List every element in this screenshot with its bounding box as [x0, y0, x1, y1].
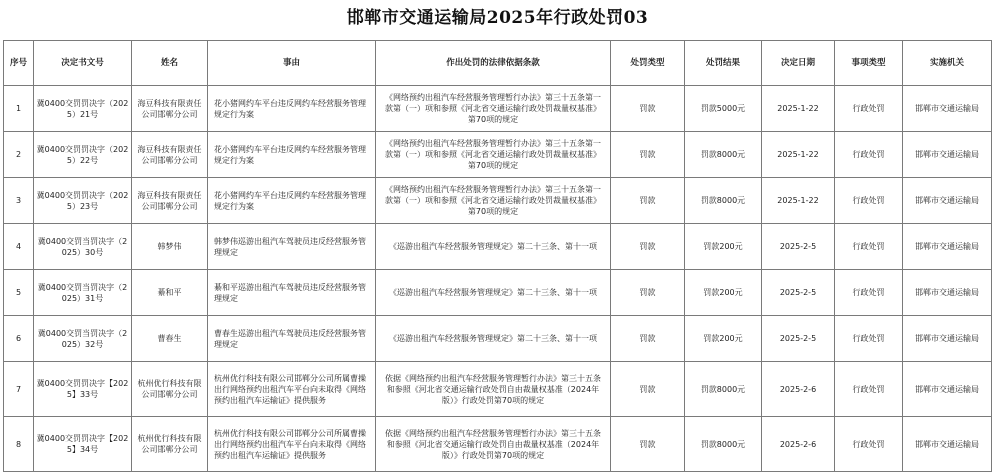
cell-category: 行政处罚 [835, 417, 903, 472]
cell-matter: 花小猪网约车平台违反网约车经营服务管理规定行为案 [208, 132, 376, 178]
cell-result: 罚款8000元 [685, 362, 762, 417]
cell-name: 綦和平 [132, 270, 208, 316]
table-row [4, 270, 992, 316]
column-header-basis: 作出处罚的法律依据条款 [376, 41, 611, 86]
cell-date: 2025-2-6 [762, 362, 835, 417]
cell-name: 杭州优行科技有限公司邯郸分公司 [132, 417, 208, 472]
table-row [4, 224, 992, 270]
cell-result: 罚款200元 [685, 270, 762, 316]
table-row [4, 86, 992, 132]
cell-type: 罚款 [611, 417, 685, 472]
cell-result: 罚款200元 [685, 224, 762, 270]
cell-basis: 《巡游出租汽车经营服务管理规定》第二十三条、第十一项 [376, 316, 611, 362]
page-title: 邯郸市交通运输局2025年行政处罚03 [346, 8, 649, 28]
column-header-agency: 实施机关 [903, 41, 992, 86]
column-header-type: 处罚类型 [611, 41, 685, 86]
cell-date: 2025-2-5 [762, 224, 835, 270]
cell-matter: 韩梦伟巡游出租汽车驾驶员违反经营服务管理规定 [208, 224, 376, 270]
column-header-date: 决定日期 [762, 41, 835, 86]
cell-date: 2025-1-22 [762, 86, 835, 132]
table-row [4, 178, 992, 224]
cell-date: 2025-2-5 [762, 316, 835, 362]
cell-category: 行政处罚 [835, 224, 903, 270]
cell-doc: 冀0400交罚当罚决字（2025）32号 [34, 316, 132, 362]
cell-category: 行政处罚 [835, 316, 903, 362]
column-header-no: 序号 [4, 41, 34, 86]
cell-name: 海豆科技有限责任公司邯郸分公司 [132, 86, 208, 132]
cell-basis: 《巡游出租汽车经营服务管理规定》第二十三条、第十一项 [376, 224, 611, 270]
cell-basis: 依据《网络预约出租汽车经营服务管理暂行办法》第三十五条和参照《河北省交通运输行政处罚自由裁量权基准（2024年版）》行政处罚第70项的规定 [376, 362, 611, 417]
cell-no: 3 [4, 178, 34, 224]
cell-type: 罚款 [611, 270, 685, 316]
cell-type: 罚款 [611, 86, 685, 132]
cell-agency: 邯郸市交通运输局 [903, 86, 992, 132]
cell-result: 罚款8000元 [685, 132, 762, 178]
cell-doc: 冀0400交罚罚决字【2025】33号 [34, 362, 132, 417]
cell-type: 罚款 [611, 224, 685, 270]
cell-agency: 邯郸市交通运输局 [903, 178, 992, 224]
cell-doc: 冀0400交罚罚决字【2025】34号 [34, 417, 132, 472]
column-header-doc: 决定书文号 [34, 41, 132, 86]
column-header-result: 处罚结果 [685, 41, 762, 86]
table-row [4, 417, 992, 472]
cell-result: 罚款5000元 [685, 86, 762, 132]
cell-doc: 冀0400交罚罚决字（2025）23号 [34, 178, 132, 224]
table-row [4, 362, 992, 417]
cell-no: 8 [4, 417, 34, 472]
cell-category: 行政处罚 [835, 178, 903, 224]
cell-result: 罚款8000元 [685, 178, 762, 224]
cell-type: 罚款 [611, 316, 685, 362]
cell-basis: 《网络预约出租汽车经营服务管理暂行办法》第三十五条第一款第（一）项和参照《河北省交通运输行政处罚裁量权基准》第70项的规定 [376, 86, 611, 132]
column-header-category: 事项类型 [835, 41, 903, 86]
cell-date: 2025-1-22 [762, 178, 835, 224]
cell-agency: 邯郸市交通运输局 [903, 132, 992, 178]
cell-basis: 依据《网络预约出租汽车经营服务管理暂行办法》第三十五条和参照《河北省交通运输行政处罚自由裁量权基准（2024年版）》行政处罚第70项的规定 [376, 417, 611, 472]
table-row [4, 316, 992, 362]
column-header-matter: 事由 [208, 41, 376, 86]
cell-category: 行政处罚 [835, 132, 903, 178]
column-header-name: 姓名 [132, 41, 208, 86]
cell-no: 2 [4, 132, 34, 178]
cell-date: 2025-2-5 [762, 270, 835, 316]
cell-doc: 冀0400交罚罚决字（2025）22号 [34, 132, 132, 178]
cell-matter: 花小猪网约车平台违反网约车经营服务管理规定行为案 [208, 178, 376, 224]
cell-no: 7 [4, 362, 34, 417]
cell-basis: 《网络预约出租汽车经营服务管理暂行办法》第三十五条第一款第（一）项和参照《河北省交通运输行政处罚裁量权基准》第70项的规定 [376, 178, 611, 224]
cell-matter: 杭州优行科技有限公司邯郸分公司所属曹操出行网络预约出租汽车平台向未取得《网络预约出租汽车运输证》提供服务 [208, 417, 376, 472]
cell-matter: 花小猪网约车平台违反网约车经营服务管理规定行为案 [208, 86, 376, 132]
cell-name: 海豆科技有限责任公司邯郸分公司 [132, 178, 208, 224]
cell-result: 罚款8000元 [685, 417, 762, 472]
table-row [4, 132, 992, 178]
cell-date: 2025-2-6 [762, 417, 835, 472]
cell-no: 1 [4, 86, 34, 132]
cell-matter: 杭州优行科技有限公司邯郸分公司所属曹操出行网络预约出租汽车平台向未取得《网络预约出租汽车运输证》提供服务 [208, 362, 376, 417]
cell-result: 罚款200元 [685, 316, 762, 362]
cell-matter: 曹春生巡游出租汽车驾驶员违反经营服务管理规定 [208, 316, 376, 362]
cell-type: 罚款 [611, 178, 685, 224]
cell-category: 行政处罚 [835, 270, 903, 316]
cell-no: 4 [4, 224, 34, 270]
cell-name: 曹春生 [132, 316, 208, 362]
cell-name: 韩梦伟 [132, 224, 208, 270]
table-header-row [4, 41, 992, 86]
cell-name: 海豆科技有限责任公司邯郸分公司 [132, 132, 208, 178]
cell-no: 5 [4, 270, 34, 316]
cell-agency: 邯郸市交通运输局 [903, 362, 992, 417]
cell-category: 行政处罚 [835, 86, 903, 132]
cell-matter: 綦和平巡游出租汽车驾驶员违反经营服务管理规定 [208, 270, 376, 316]
cell-doc: 冀0400交罚罚决字（2025）21号 [34, 86, 132, 132]
cell-no: 6 [4, 316, 34, 362]
cell-type: 罚款 [611, 132, 685, 178]
cell-date: 2025-1-22 [762, 132, 835, 178]
penalty-table [3, 40, 992, 472]
cell-basis: 《巡游出租汽车经营服务管理规定》第二十三条、第十一项 [376, 270, 611, 316]
cell-agency: 邯郸市交通运输局 [903, 270, 992, 316]
cell-agency: 邯郸市交通运输局 [903, 316, 992, 362]
cell-doc: 冀0400交罚当罚决字（2025）30号 [34, 224, 132, 270]
cell-name: 杭州优行科技有限公司邯郸分公司 [132, 362, 208, 417]
cell-agency: 邯郸市交通运输局 [903, 417, 992, 472]
cell-type: 罚款 [611, 362, 685, 417]
cell-doc: 冀0400交罚当罚决字（2025）31号 [34, 270, 132, 316]
cell-basis: 《网络预约出租汽车经营服务管理暂行办法》第三十五条第一款第（一）项和参照《河北省交通运输行政处罚裁量权基准》第70项的规定 [376, 132, 611, 178]
cell-category: 行政处罚 [835, 362, 903, 417]
cell-agency: 邯郸市交通运输局 [903, 224, 992, 270]
